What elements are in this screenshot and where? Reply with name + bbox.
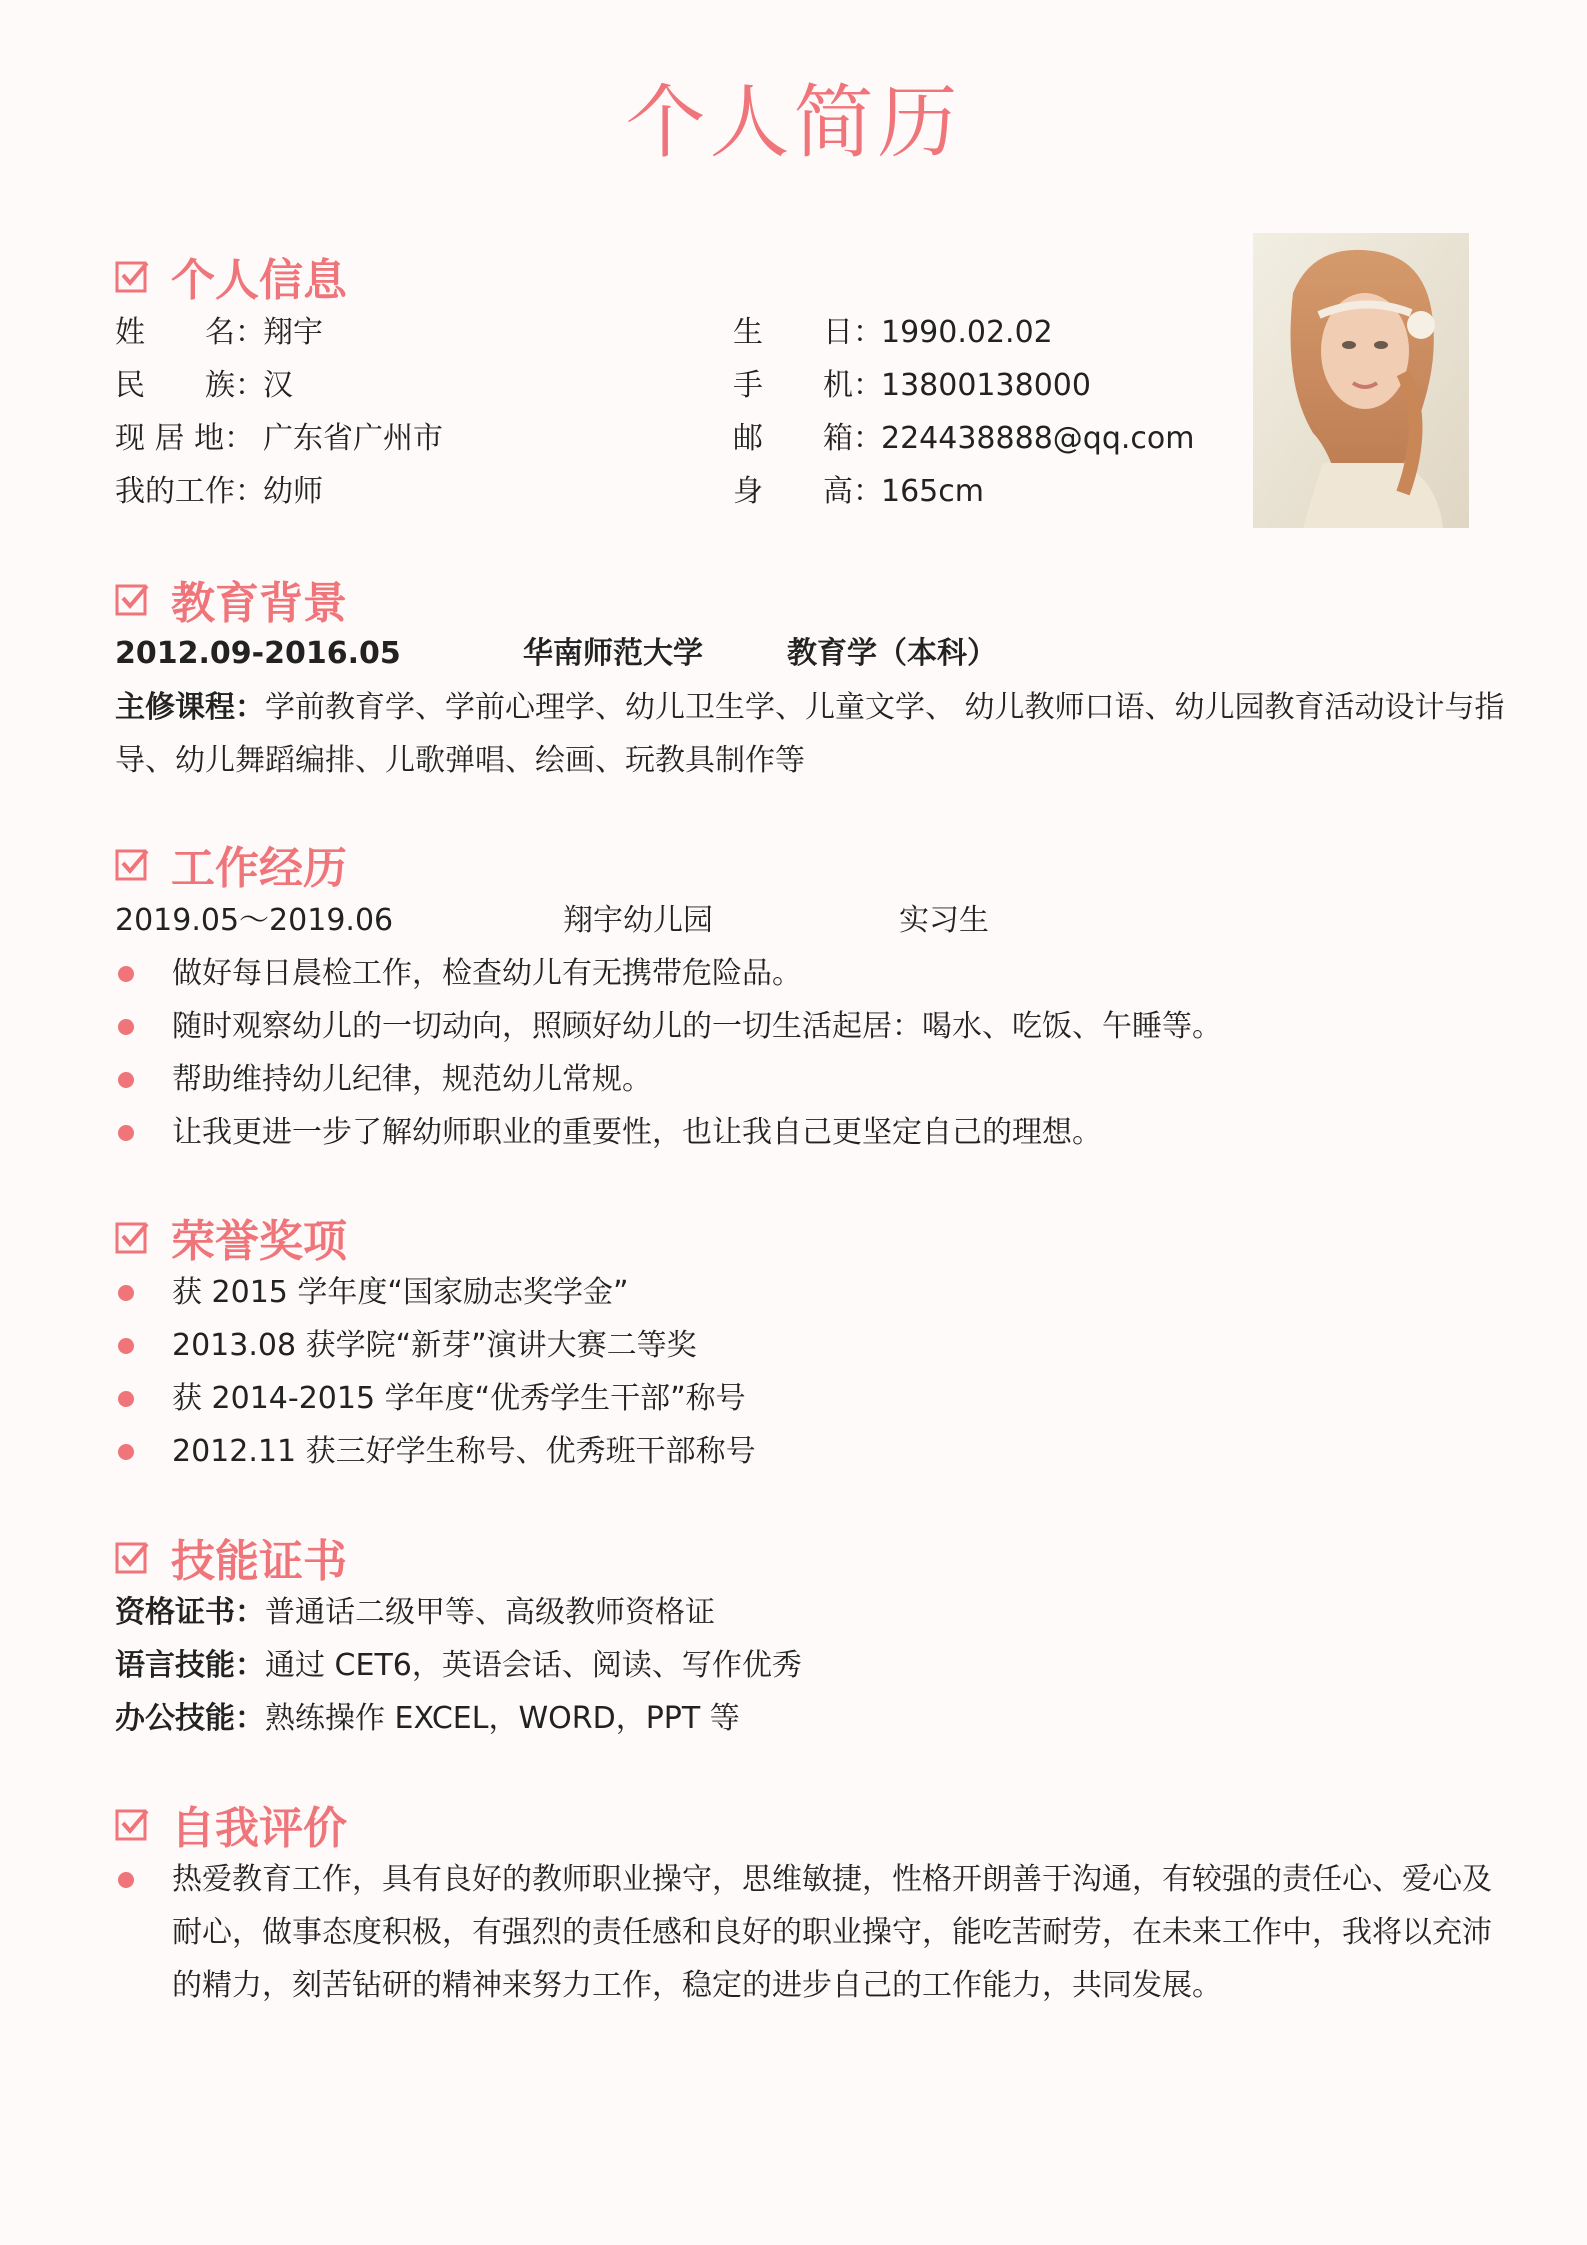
checkbox-icon [115, 259, 149, 293]
checkbox-icon [115, 582, 149, 616]
checkbox-icon [115, 1540, 149, 1574]
section-title-education: 教育背景 [171, 578, 347, 629]
section-title-self-eval: 自我评价 [171, 1803, 347, 1854]
info-ethnicity: 民 族：汉 [115, 368, 293, 403]
bullet-icon [118, 1072, 134, 1088]
work-position: 实习生 [899, 903, 989, 938]
skill-language: 语言技能：通过 CET6，英语会话、阅读、写作优秀 [115, 1648, 802, 1683]
section-header-personal [115, 246, 347, 306]
education-major: 教育学（本科） [787, 636, 997, 671]
work-company: 翔宇幼儿园 [563, 903, 713, 938]
profile-photo [1253, 233, 1469, 528]
education-courses-line2: 导、幼儿舞蹈编排、儿歌弹唱、绘画、玩教具制作等 [115, 743, 805, 778]
section-title-honors: 荣誉奖项 [171, 1216, 347, 1267]
education-period: 2012.09-2016.05 [115, 636, 401, 671]
section-header-honors [115, 1207, 347, 1267]
self-eval-line2: 耐心，做事态度积极，有强烈的责任感和良好的职业操守，能吃苦耐劳，在未来工作中，我将以充沛 [172, 1915, 1492, 1950]
section-title-work: 工作经历 [171, 843, 347, 894]
bullet-icon [118, 1019, 134, 1035]
bullet-icon [118, 1125, 134, 1141]
checkbox-icon [115, 847, 149, 881]
work-period: 2019.05～2019.06 [115, 903, 394, 938]
section-header-education [115, 569, 347, 629]
bullet-icon [118, 1285, 134, 1301]
portrait-image [1253, 233, 1469, 528]
section-header-skills [115, 1527, 347, 1587]
info-birthday: 生 日：1990.02.02 [733, 315, 1053, 350]
bullet-icon [118, 1872, 134, 1888]
page-title: 个人简历 [625, 76, 962, 169]
bullet-icon [118, 1444, 134, 1460]
resume-page: 个人简历 个人信息 姓 名：翔宇 民 族：汉 现 居 地： 广东省广州市 我的工作：幼师 生 日：1990.02.02 手 机：13800138000 邮 箱：224438888@qq.com 身 高：165cm 教育背景 2012.09-2016.05 华南师范大学 教育学（本科） 主修课程：学前教育学、学前心理学、幼儿卫生学、儿童文学、 幼儿教师口语、幼儿园教育活动设计与指 导、幼儿舞蹈编排、儿歌弹唱、绘画、玩教具制作等 工作经历 2019.05～2019.06 翔宇幼儿园 实习生 做好每日晨检工作，检查幼儿有无携带危险品。 随时观察幼儿的一切动向，照顾好幼儿的一切生活起居：喝水、吃饭、午睡等。 帮助维持幼儿纪律，规范幼儿常规。 让我更进一步了解幼师职业的重要性，也让我自己更坚定自己的理想。 荣誉奖项 获 2015 学年度“国家励志奖学金” 2013.08 获学院“新芽”演讲大赛二等奖 获 2014-2015 学年度“优秀学生干部”称号 2012.11 获三好学生称号、优秀班干部称号 技能证书 资格证书：普通话二级甲等、高级教师资格证 语言技能：通过 CET6，英语会话、阅读、写作优秀 办公技能：熟练操作 EXCEL，WORD，PPT 等 自我评价 热爱教育工作，具有良好的教师职业操守，思维敏捷，性格开朗善于沟通，有较强的责任心、爱心及 耐心，做事态度积极，有强烈的责任感和良好的职业操守，能吃苦耐劳，在未来工作中，我将以充沛 的精力，刻苦钻研的精神来努力工作，稳定的进步自己的工作能力，共同发展。 [0, 0, 1587, 2245]
bullet-icon [118, 1338, 134, 1354]
section-title-personal: 个人信息 [171, 255, 347, 306]
section-header-self-eval [115, 1794, 347, 1854]
info-phone: 手 机：13800138000 [733, 368, 1091, 403]
section-title-skills: 技能证书 [171, 1536, 347, 1587]
skill-office: 办公技能：熟练操作 EXCEL，WORD，PPT 等 [115, 1701, 740, 1736]
skill-certificate: 资格证书：普通话二级甲等、高级教师资格证 [115, 1595, 715, 1630]
self-eval-line3: 的精力，刻苦钻研的精神来努力工作，稳定的进步自己的工作能力，共同发展。 [172, 1968, 1222, 2003]
info-residence: 现 居 地： 广东省广州市 [115, 421, 443, 456]
checkbox-icon [115, 1807, 149, 1841]
bullet-icon [118, 966, 134, 982]
education-school: 华南师范大学 [523, 636, 703, 671]
section-header-work [115, 834, 347, 894]
self-eval-line1: 热爱教育工作，具有良好的教师职业操守，思维敏捷，性格开朗善于沟通，有较强的责任心、爱心及 [172, 1862, 1492, 1897]
bullet-icon [118, 1391, 134, 1407]
info-email: 邮 箱：224438888@qq.com [733, 421, 1195, 456]
info-name: 姓 名：翔宇 [115, 315, 323, 350]
checkbox-icon [115, 1220, 149, 1254]
education-courses-line1: 主修课程：学前教育学、学前心理学、幼儿卫生学、儿童文学、 幼儿教师口语、幼儿园教育活动设计与指 [115, 690, 1505, 725]
info-job: 我的工作：幼师 [115, 474, 323, 509]
info-height: 身 高：165cm [733, 474, 984, 509]
